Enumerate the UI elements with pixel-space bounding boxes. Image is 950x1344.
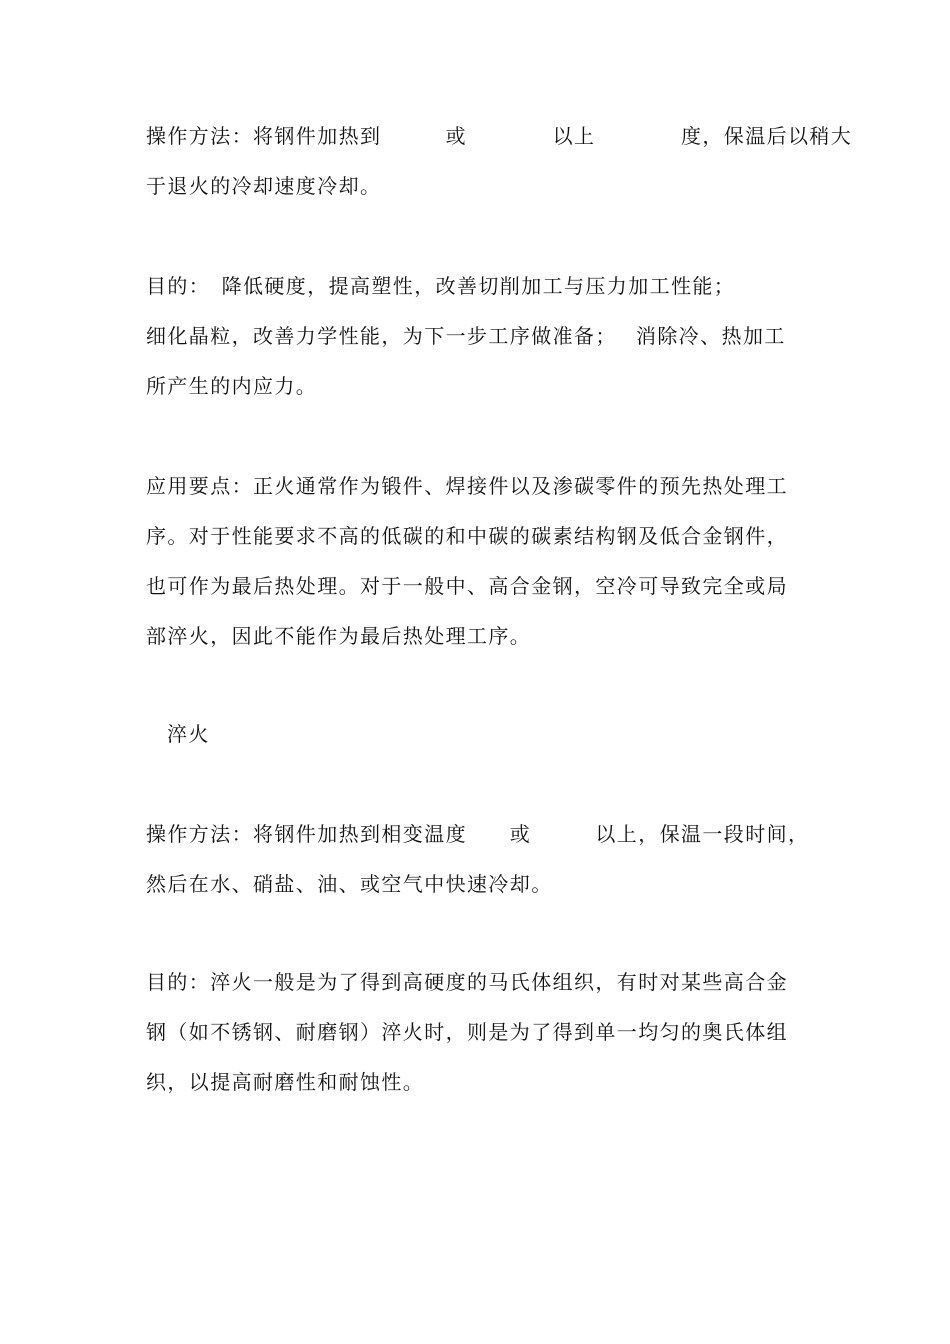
text-line: 操作方法：将钢件加热到 或 以上 度，保温后以稍大 [146,124,853,148]
section-heading-quenching: 淬火 [167,722,210,746]
text-line: 钢（如不锈钢、耐磨钢）淬火时，则是为了得到单一均匀的奥氏体组 [146,1020,788,1044]
text-line: 应用要点：正火通常作为锻件、焊接件以及渗碳零件的预先热处理工 [146,474,788,498]
text-line: 于退火的冷却速度冷却。 [146,174,382,198]
text-line: 操作方法：将钢件加热到相变温度 或 以上，保温一段时间， [146,822,810,846]
text-line: 所产生的内应力。 [146,374,318,398]
text-line: 细化晶粒，改善力学性能，为下一步工序做准备； 消除冷、热加工 [146,324,786,348]
text-line: 也可作为最后热处理。对于一般中、高合金钢，空冷可导致完全或局 [146,574,788,598]
text-line: 部淬火，因此不能作为最后热处理工序。 [146,624,532,648]
text-line: 目的：淬火一般是为了得到高硬度的马氏体组织，有时对某些高合金 [146,970,788,994]
text-line: 目的： 降低硬度，提高塑性，改善切削加工与压力加工性能； [146,274,736,298]
text-line: 然后在水、硝盐、油、或空气中快速冷却。 [146,872,553,896]
text-line: 织，以提高耐磨性和耐蚀性。 [146,1070,425,1094]
text-line: 序。对于性能要求不高的低碳的和中碳的碳素结构钢及低合金钢件， [146,524,788,548]
